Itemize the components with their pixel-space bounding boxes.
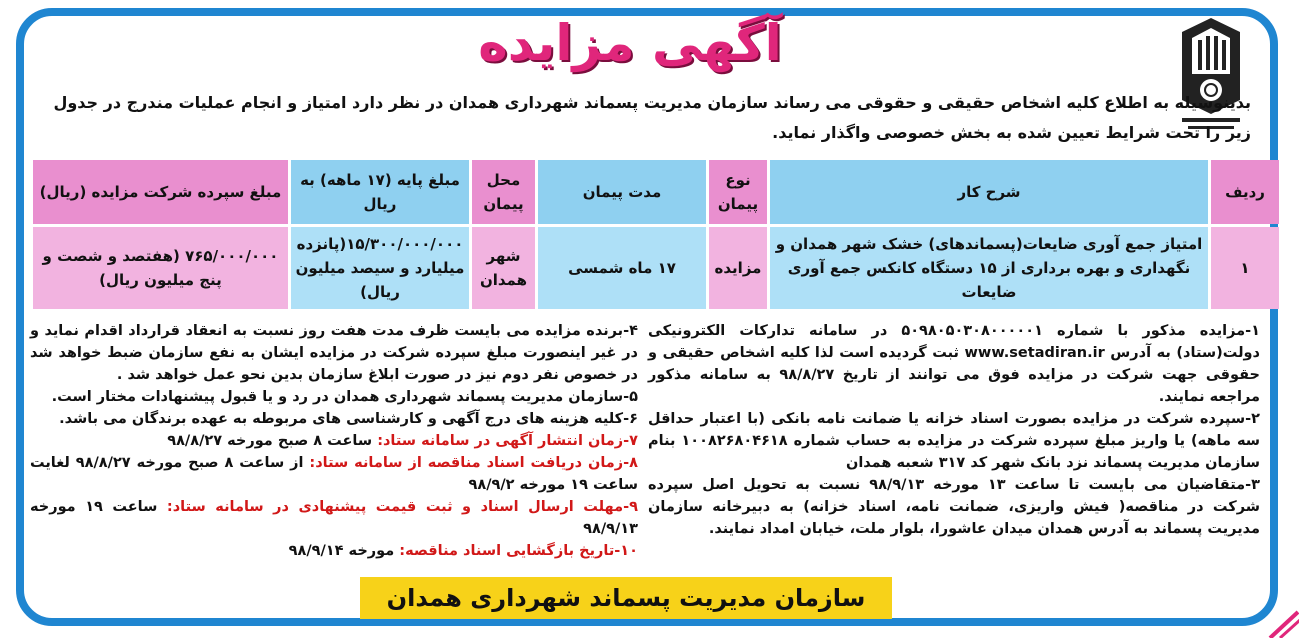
condition-text: ساعت ۸ صبح مورخه ۹۸/۸/۲۷: [167, 433, 378, 449]
condition-text: مورخه ۹۸/۹/۱۴: [288, 543, 400, 559]
cell-contract-type: مزایده: [709, 227, 767, 309]
condition-item: ۲-سپرده شرکت در مزایده بصورت اسناد خزانه یا ضمانت نامه بانکی (با اعتبار حداقل سه ماهه) یا واریز مبلغ سپرده شرکت در مزایده به حساب شماره ۱۰۰۸۲۶۸۰۴۶۱۸ بنام سازمان مدیریت پسماند نزد بانک شهر کد ۳۱۷ شعبه همدان: [648, 411, 1260, 471]
intro-paragraph: بدینوسیله به اطلاع کلیه اشخاص حقیقی و حقوقی می رساند سازمان مدیریت پسماند شهرداری همدان در نظر دارد امتیاز و انجام عملیات مندرج در جدول زیر را تحت شرایط تعیین شده به بخش خصوصی واگذار نماید.: [53, 93, 1251, 142]
condition-label: ۹-مهلت ارسال اسناد و ثبت قیمت پیشنهادی در سامانه ستاد:: [166, 499, 638, 515]
page-corner-icon: [1262, 604, 1299, 638]
condition-text: از ساعت ۸ صبح مورخه ۹۸/۸/۲۷ لغایت ساعت ۱۹ مورخه ۹۸/۹/۲: [30, 455, 638, 493]
header-base-price: مبلغ پایه (۱۷ ماهه) به ریال: [291, 160, 469, 224]
header-duration: مدت پیمان: [538, 160, 706, 224]
condition-text: ۴-برنده مزایده می بایست ظرف مدت هفت روز نسبت به انعقاد قرارداد اقدام نماید و در غیر اینصورت مبلغ سپرده شرکت در مزایده ایشان به نفع سازمان ضبط خواهد شد در خصوص نفر دوم نیز در صورت ابلاغ سازمان بدین نحو عمل خواهد شد .: [30, 323, 638, 383]
condition-text: ۵-سازمان مدیریت پسماند شهرداری همدان در رد و یا قبول پیشنهادات مختار است.: [51, 389, 638, 405]
footer-banner: سازمان مدیریت پسماند شهرداری همدان: [360, 577, 892, 619]
table-row: [33, 227, 1279, 309]
condition-item: [30, 408, 638, 430]
condition-item: [30, 496, 638, 540]
cell-place: شهر همدان: [472, 227, 535, 309]
condition-item: [30, 430, 638, 452]
header-deposit: مبلغ سپرده شرکت مزایده (ریال): [33, 160, 288, 224]
conditions-left-column: [30, 320, 638, 562]
condition-label: ۱۰-تاریخ بازگشایی اسناد مناقصه:: [399, 543, 638, 559]
conditions-right-column: [648, 320, 1260, 540]
table-header-row: [33, 160, 1279, 224]
condition-text: ۶-کلیه هزینه های درج آگهی و کارشناسی های مربوطه به عهده برندگان می باشد.: [59, 411, 638, 427]
header-row-number: ردیف: [1211, 160, 1279, 224]
condition-item: ۱-مزایده مذکور با شماره ۵۰۹۸۰۵۰۳۰۸۰۰۰۰۰۱ در سامانه تدارکات الکترونیکی دولت(ستاد) به آدرس www.setadiran.ir ثبت گردیده است لذا کلیه اشخاص حقیقی و حقوقی جهت شرکت در مزایده فوق می توانند از تاریخ ۹۸/۸/۲۷ به سامانه مذکور مراجعه نمایند.: [648, 323, 1260, 405]
condition-item: [30, 452, 638, 496]
condition-item: [30, 386, 638, 408]
cell-row-number: ۱: [1211, 227, 1279, 309]
header-place: محل پیمان: [472, 160, 535, 224]
condition-label: ۷-زمان انتشار آگهی در سامانه ستاد:: [377, 433, 638, 449]
cell-base-price: ۱۵/۳۰۰/۰۰۰/۰۰۰(پانزده میلیارد و سیصد میلیون ریال): [291, 227, 469, 309]
condition-text: ساعت ۱۹ مورخه ۹۸/۹/۱۳: [30, 499, 638, 537]
auction-table: [30, 157, 1282, 312]
cell-description: امتیاز جمع آوری ضایعات(پسماندهای) خشک شهر همدان و نگهداری و بهره برداری از ۱۵ دستگاه کانکس جمع آوری ضایعات: [770, 227, 1208, 309]
notice-title: آگهی مزایده: [478, 14, 782, 72]
condition-item: ۳-متقاضیان می بایست تا ساعت ۱۳ مورخه ۹۸/۹/۱۳ نسبت به تحویل اصل سپرده شرکت در مناقصه( فیش واریزی، ضمانت نامه، اسناد خزانه) به دبیرخانه سازمان مدیریت پسماند به آدرس همدان میدان عاشورا، بلوار ملت، خیابان امداد نمایند.: [648, 477, 1260, 537]
cell-deposit: ۷۶۵/۰۰۰/۰۰۰ (هفتصد و شصت و پنج میلیون ریال): [33, 227, 288, 309]
condition-label: ۸-زمان دریافت اسناد مناقصه از سامانه ستاد:: [309, 455, 638, 471]
header-description: شرح کار: [770, 160, 1208, 224]
condition-item: [30, 320, 638, 386]
condition-item: [30, 540, 638, 562]
cell-duration: ۱۷ ماه شمسی: [538, 227, 706, 309]
header-contract-type: نوع پیمان: [709, 160, 767, 224]
